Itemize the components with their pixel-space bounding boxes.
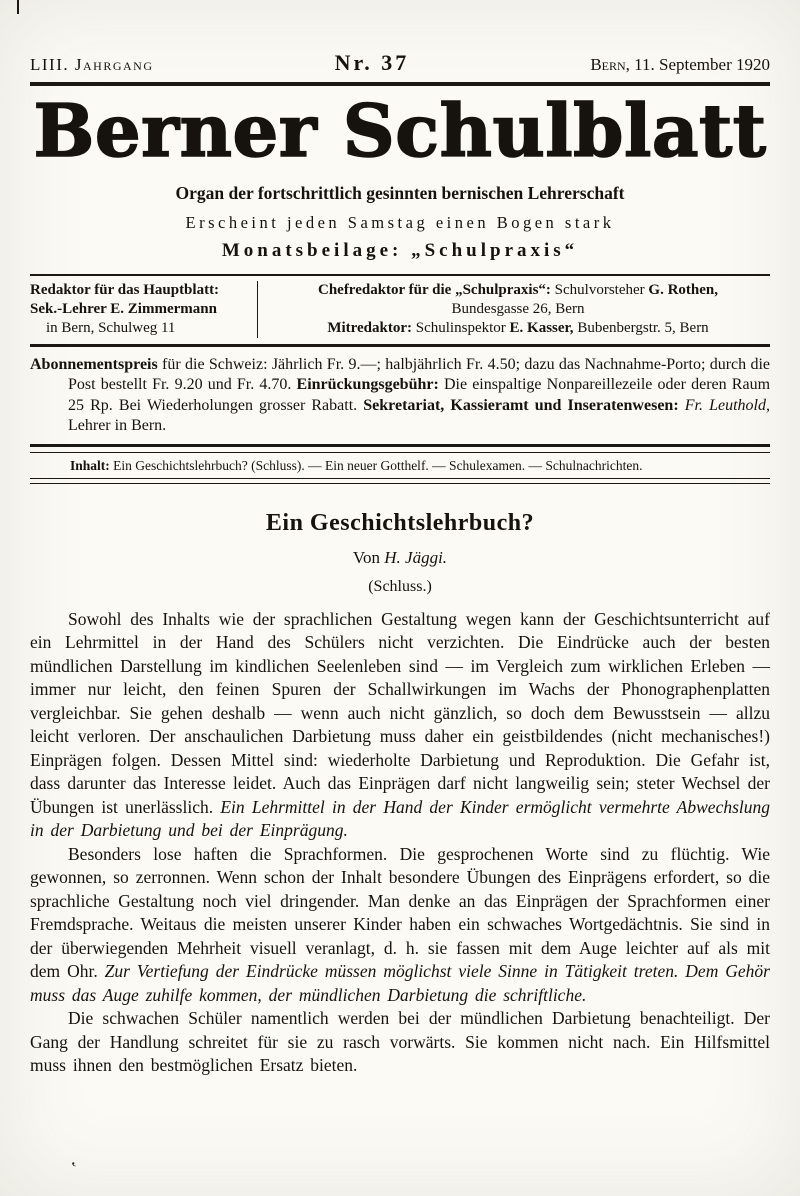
toc-bottom-double-rule	[30, 478, 770, 484]
subscription-bottom-rule	[30, 444, 770, 447]
abonnement-label: Abonnementspreis	[30, 355, 158, 373]
einrueckung-text: Die einspaltige Nonpareillezeile oder deren Raum 25 Rp. Bei Wiederholungen grosser Rabatt.	[68, 376, 771, 414]
article-part-note: (Schluss.)	[368, 577, 432, 595]
para3-text: Die schwachen Schüler namentlich werden bei der mündlichen Darbietung benachteiligt. Der Gang der Handlung schreitet für sie zu rasch vorwärts. Sie kommen nicht nach. Ein Hilfsmittel muss ihnen den bestmöglichen Ersatz bieten.	[30, 1008, 770, 1076]
supplement-line: Monatsbeilage: „Schulpraxis“	[221, 239, 579, 261]
mitredaktor-mid: Schulinspektor	[412, 319, 510, 336]
toc-top-rule	[30, 452, 770, 453]
chefredaktor-mid: Schulvorsteher	[550, 281, 649, 298]
article-body	[30, 608, 770, 1078]
issue-header	[30, 50, 770, 76]
scan-artifact-tick	[17, 0, 19, 14]
issue-dateline	[590, 55, 770, 75]
byline-prefix: Von	[352, 547, 385, 567]
mitredaktor-line	[266, 319, 770, 338]
issue-number: Nr. 37	[334, 50, 410, 75]
editorial-left-column	[30, 281, 258, 338]
issue-city: Bern,	[590, 55, 630, 74]
chefredaktor-line	[266, 281, 770, 300]
einrueckung-label: Einrückungsgebühr:	[296, 376, 439, 394]
para2-emphasis: Zur Vertiefung der Eindrücke müssen möglichst viele Sinne in Tätigkeit treten. Dem Gehör muss das Auge zuhilfe kommen, der mündlichen Darbietung die schriftliche.	[30, 961, 770, 1005]
header-rule	[30, 82, 770, 86]
article-title: Ein Geschichtslehrbuch?	[265, 509, 535, 536]
article-paragraph-3	[30, 1007, 770, 1078]
article	[30, 510, 770, 1078]
article-byline	[30, 548, 770, 568]
article-paragraph-1	[30, 608, 770, 843]
abonnement-text: für die Schweiz: Jährlich Fr. 9.—; halbjährlich Fr. 4.50; dazu das Nachnahme-Porto; durch die Post bestellt Fr. 9.20 und Fr. 4.70.	[68, 355, 770, 394]
redaktor-role-line: Redaktor für das Hauptblatt:	[30, 281, 220, 298]
newspaper-title: Berner Schulblatt	[33, 88, 767, 173]
para1-text: Sowohl des Inhalts wie der sprachlichen Gestaltung wegen kann der Geschichtsunterricht auf ein Lehrmittel in der Hand des Schülers nicht verzichten. Die Eindrücke auch der besten mündlichen Darstellung im kindlichen Seelenleben sind — im Vergleich zum wirklichen Erleben — immer nur leicht, den feinen Spuren der Schallwirkungen im Wachs der Phonographenplatten vergleichbar. Sie gehen deshalb — wenn auch nicht gänzlich, so doch dem Bewusstsein — allzu leicht verloren. Der anschaulichen Darbietung muss daher ein geistbildendes (nicht mechanisches!) Einprägen folgen. Dessen Mittel sind: wiederholte Darbietung und Reproduktion. Die Gefahr ist, dass darunter das Interesse leidet. Auch das Einprägen darf nicht langweilig sein; steter Wechsel der Übungen ist unerlässlich.	[30, 608, 770, 817]
subscription-paragraph	[30, 355, 770, 437]
scan-artifact-mark: ‛	[68, 1157, 81, 1179]
editorial-bottom-rule	[30, 344, 770, 347]
chefredaktor-role: Chefredaktor für die „Schulpraxis“:	[317, 281, 551, 298]
mitredaktor-name: E. Kasser,	[509, 319, 574, 336]
redaktor-name-line: Sek.-Lehrer E. Zimmermann	[30, 300, 217, 317]
mitredaktor-role: Mitredaktor:	[327, 319, 413, 336]
issue-date: 11. September 1920	[629, 55, 770, 74]
article-paragraph-2	[30, 843, 770, 1008]
sekretariat-name: Fr. Leuthold,	[684, 396, 771, 414]
redaktor-address-line: in Bern, Schulweg 11	[46, 319, 176, 336]
para1-emphasis: Ein Lehrmittel in der Hand der Kinder ermöglicht vermehrte Abwechslung in der Darbietung und bei der Einprägung.	[30, 796, 771, 841]
organ-line: Organ der fortschrittlich gesinnten bernischen Lehrerschaft	[175, 182, 625, 203]
schedule-line: Erscheint jeden Samstag einen Bogen stark	[185, 212, 615, 232]
byline-author: H. Jäggi.	[384, 547, 448, 567]
sekretariat-rest: Lehrer in Bern.	[68, 417, 167, 435]
chefredaktor-address: Bundesgasse 26, Bern	[451, 300, 585, 317]
chefredaktor-name: G. Rothen,	[648, 281, 718, 298]
volume-label: LIII. Jahrgang	[30, 55, 154, 74]
mitredaktor-address: Bubenbergstr. 5, Bern	[573, 319, 709, 336]
editorial-box	[30, 276, 770, 344]
editorial-right-column	[258, 281, 770, 338]
sekretariat-label: Sekretariat, Kassieramt und Inseratenwesen:	[363, 396, 685, 414]
toc-line	[30, 458, 770, 474]
toc-items: Ein Geschichtslehrbuch? (Schluss). — Ein neuer Gotthelf. — Schulexamen. — Schulnachrichten.	[109, 457, 643, 473]
toc-label: Inhalt:	[70, 457, 110, 473]
para2-text: Besonders lose haften die Sprachformen. Die gesprochenen Worte sind zu flüchtig. Wie gewonnen, so zerronnen. Wenn schon der Inhalt besondere Übungen des Einprägens erfordert, so die sprachliche Gestaltung noch viel dringender. Man denke an das Einprägen der Sprachformen einer Fremdsprache. Weitaus die meisten unserer Kinder haben ein schwaches Wortgedächtnis. Sie sind in der überwiegenden Mehrheit visuell veranlagt, d. h. sie fassen mit dem Auge leichter auf als mit dem Ohr.	[30, 843, 770, 982]
